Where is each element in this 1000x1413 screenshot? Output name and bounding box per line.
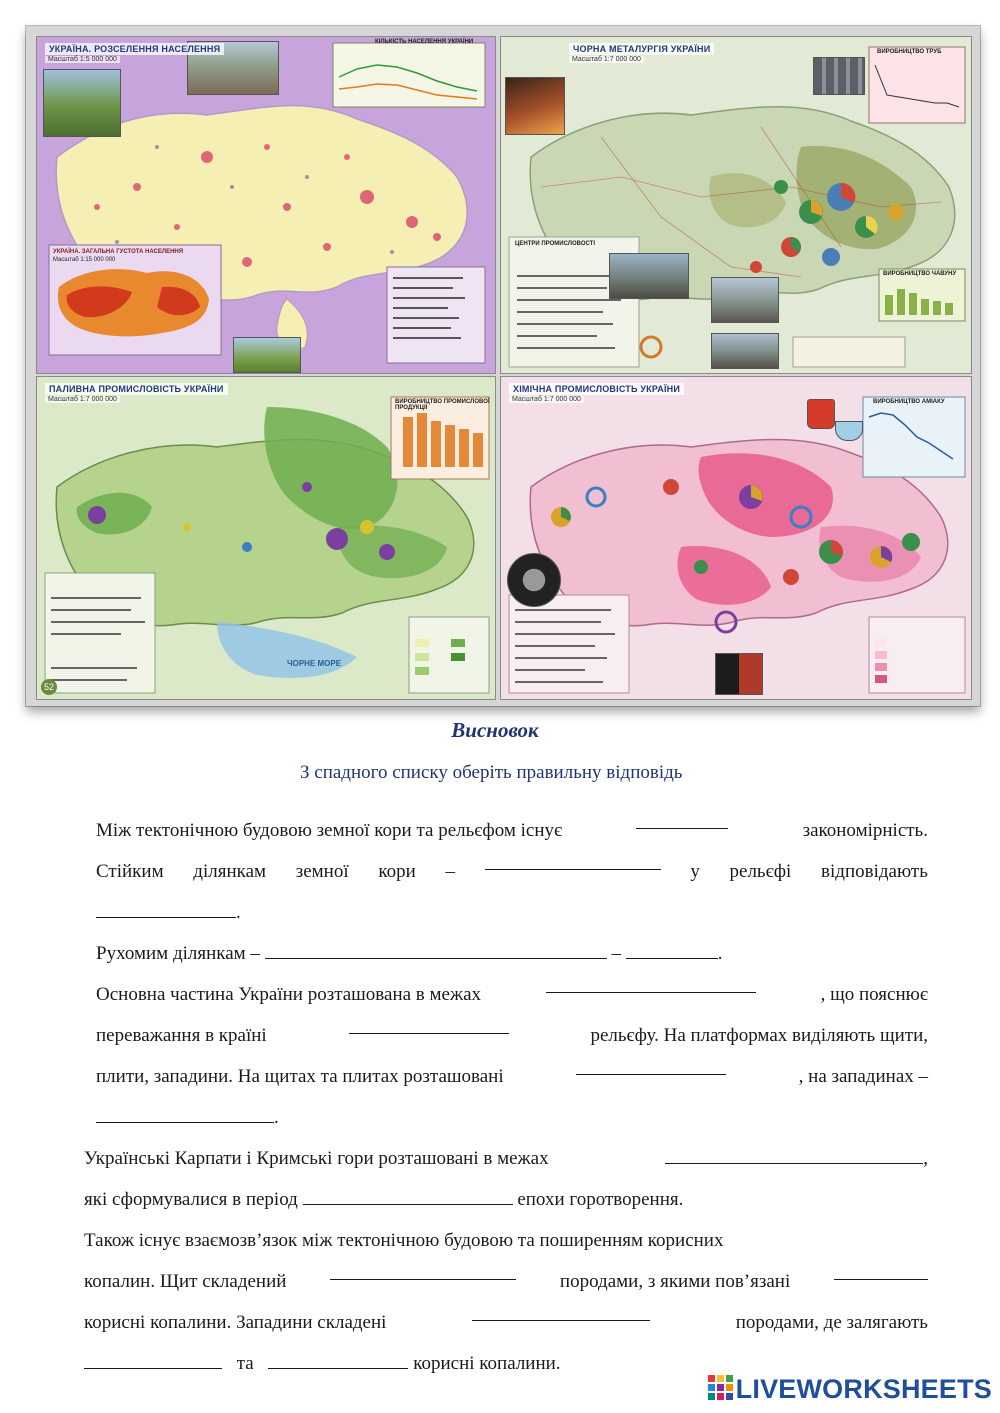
answer-dropdown-3[interactable] [96,899,236,918]
text-line [96,1015,928,1056]
fuel-sea-label: ЧОРНЕ МОРЕ [287,659,342,668]
text-segment: та [236,1353,254,1374]
text-segment: Також існує взаємозв’язок між тектонічною будовою та поширенням корисних [84,1230,724,1251]
text-segment: плити, западини. На щитах та плитах розташовані [96,1066,504,1087]
answer-dropdown-12[interactable] [330,1261,516,1280]
text-segment: . [717,943,723,964]
text-segment: Основна частина України розташована в межах [96,984,482,1005]
text-segment: Між тектонічною будовою земної кори та рельєфом існує [96,820,563,841]
photo-village-landscape [43,69,121,137]
paragraph-relief-tectonics [96,810,928,974]
answer-dropdown-13[interactable] [834,1261,928,1280]
photo-paint-can [715,653,763,695]
photo-plant-3 [711,333,779,369]
text-segment: кори [378,861,416,882]
population-inset-title: УКРАЇНА. ЗАГАЛЬНА ГУСТОТА НАСЕЛЕННЯ [53,249,184,255]
text-segment: відповідають [821,861,928,882]
answer-dropdown-4[interactable] [265,940,607,959]
text-line [96,892,928,933]
map-fuel-title: ПАЛИВНА ПРОМИСЛОВІСТЬ УКРАЇНИ [45,383,228,395]
text-segment: рельєфу. На платформах виділяють щити, [590,1025,928,1046]
text-line [96,1056,928,1097]
text-segment: земної [295,861,349,882]
text-segment: – [611,943,621,964]
text-segment: копалин. Щит складений [84,1271,287,1292]
text-segment: які сформувалися в період [84,1189,298,1210]
text-line [96,933,928,974]
text-line [96,851,928,892]
text-segment: закономірність. [802,820,928,841]
text-segment: . [274,1107,279,1128]
liveworksheets-logo [708,1374,992,1405]
text-segment: епохи горотворення. [517,1189,684,1210]
text-segment: Рухомим ділянкам – [96,943,260,964]
paragraph-mountains [84,1138,928,1220]
map-chemical-title: ХІМІЧНА ПРОМИСЛОВІСТЬ УКРАЇНИ [509,383,684,395]
text-segment: , на западинах – [798,1066,928,1087]
text-segment: Українські Карпати і Кримські гори розташовані в межах [84,1148,549,1169]
fuel-map-graphic [37,377,495,699]
map-population-title: УКРАЇНА. РОЗСЕЛЕННЯ НАСЕЛЕННЯ [45,43,224,55]
photo-red-bucket [807,399,835,429]
pig-iron-chart-label: ВИРОБНИЦТВО ЧАВУНУ [883,271,957,277]
page-number-badge: 52 [41,679,57,695]
map-fuel-industry [36,376,496,700]
answer-dropdown-2[interactable] [485,851,661,870]
text-segment: рельєфі [729,861,792,882]
map-population-settlement [36,36,496,374]
text-segment: – [445,861,455,882]
text-segment: у [690,861,700,882]
text-line [84,1179,928,1220]
text-segment: переважання в країні [96,1025,267,1046]
map-metallurgy-title: ЧОРНА МЕТАЛУРГІЯ УКРАЇНИ [569,43,714,55]
photo-green-field [233,337,301,373]
answer-dropdown-15[interactable] [84,1350,222,1369]
text-segment: корисні копалини. [413,1353,561,1374]
population-chart-label: КІЛЬКІСТЬ НАСЕЛЕННЯ УКРАЇНИ [375,39,474,45]
photo-plant-1 [609,253,689,299]
liveworksheets-logo-text: LIVEWORKSHEETS [735,1374,992,1404]
population-inset-scale: Масштаб 1:15 000 000 [53,257,116,263]
text-line [84,1261,928,1302]
conclusion-heading: Висновок [451,718,539,742]
answer-dropdown-16[interactable] [268,1350,408,1369]
pipes-chart-label: ВИРОБНИЦТВО ТРУБ [877,49,942,55]
text-line [84,1220,928,1261]
text-line [96,974,928,1015]
text-line [96,1097,928,1138]
photo-pipes [813,57,865,95]
ammonia-chart-label: ВИРОБНИЦТВО АМІАКУ [873,399,945,405]
photo-blue-bowl [835,421,863,441]
map-chemical-industry [500,376,972,700]
text-segment: ділянкам [193,861,267,882]
text-line [96,810,928,851]
text-segment: , [923,1148,928,1169]
answer-dropdown-14[interactable] [472,1302,650,1321]
text-segment: породами, де залягають [735,1312,928,1333]
map-metallurgy-scale: Масштаб 1:7 000 000 [569,56,644,63]
text-line [84,1302,928,1343]
photo-steel-worker [505,77,565,135]
map-ferrous-metallurgy [500,36,972,374]
paragraph-platforms [96,974,928,1138]
text-segment: корисні копалини. Западини складені [84,1312,387,1333]
chemical-map-graphic [501,377,971,699]
liveworksheets-logo-icon [708,1375,734,1401]
answer-dropdown-6[interactable] [546,974,756,993]
paragraph-minerals [84,1220,928,1384]
map-collage [26,26,980,706]
answer-dropdown-7[interactable] [349,1015,509,1034]
photo-plant-2 [711,277,779,323]
text-segment: . [236,902,241,923]
fuel-chart-label: ВИРОБНИЦТВО ПРОМИСЛОВОЇ ПРОДУКЦІЇ [395,399,490,411]
answer-dropdown-10[interactable] [665,1145,923,1164]
answer-dropdown-11[interactable] [303,1186,513,1205]
instruction-text: З спадного списку оберіть правильну відповідь [300,762,683,783]
answer-dropdown-1[interactable] [636,810,728,829]
metallurgy-legend-label: ЦЕНТРИ ПРОМИСЛОВОСТІ [515,241,596,247]
text-segment: , що пояснює [820,984,928,1005]
photo-tire [507,553,561,607]
answer-dropdown-8[interactable] [576,1056,726,1075]
answer-dropdown-5[interactable] [626,940,718,959]
map-chemical-scale: Масштаб 1:7 000 000 [509,396,584,403]
text-segment: Стійким [96,861,164,882]
map-population-scale: Масштаб 1:5 000 000 [45,56,120,63]
answer-dropdown-9[interactable] [96,1104,274,1123]
text-line [84,1138,928,1179]
text-segment: породами, з якими пов’язані [559,1271,791,1292]
map-fuel-scale: Масштаб 1:7 000 000 [45,396,120,403]
